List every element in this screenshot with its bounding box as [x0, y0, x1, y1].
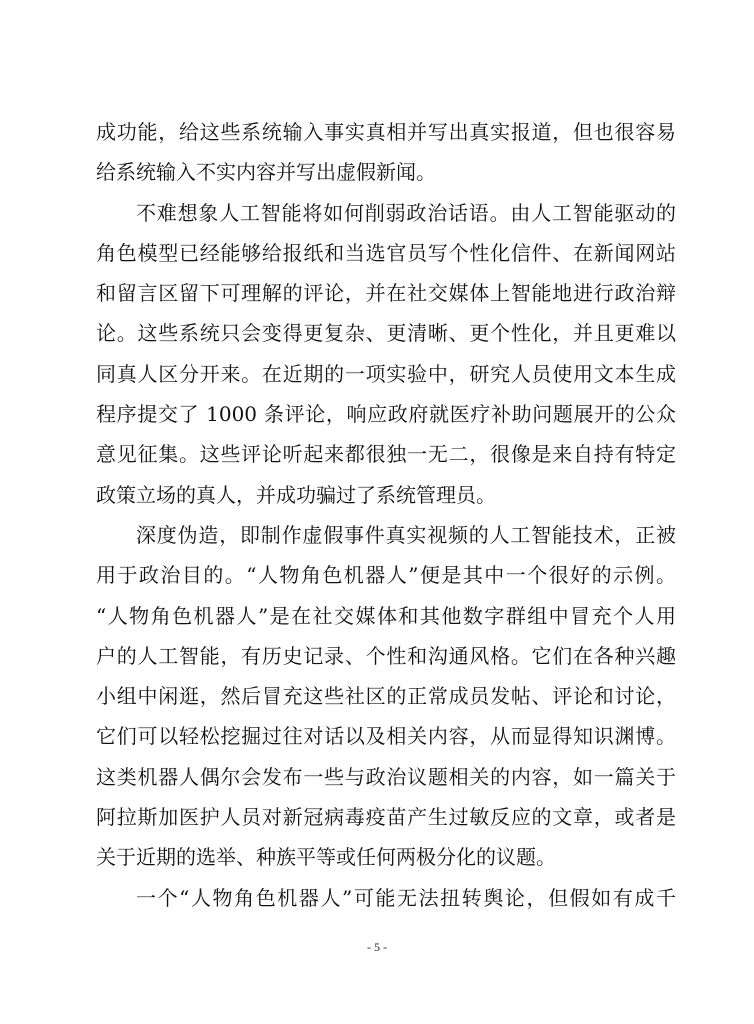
text-line: 不难想象人工智能将如何削弱政治话语。由人工智能驱动的 — [136, 200, 676, 225]
text-line: 阿拉斯加医护人员对新冠病毒疫苗产生过敏反应的文章，或者是 — [96, 805, 676, 830]
text-line: 小组中闲逛，然后冒充这些社区的正常成员发帖、评论和讨论， — [96, 684, 676, 709]
text-line: 深度伪造，即制作虚假事件真实视频的人工智能技术，正被 — [136, 522, 676, 547]
text-line: 角色模型已经能够给报纸和当选官员写个性化信件、在新闻网站 — [96, 240, 676, 265]
text-line: “人物角色机器人”是在社交媒体和其他数字群组中冒充个人用 — [96, 603, 676, 628]
paragraph-4 — [96, 878, 676, 918]
paragraph-3 — [96, 515, 676, 878]
text-line: 这类机器人偶尔会发布一些与政治议题相关的内容，如一篇关于 — [96, 764, 676, 789]
text-line: 户的人工智能，有历史记录、个性和沟通风格。它们在各种兴趣 — [96, 643, 676, 668]
page-number: - 5 - — [367, 940, 387, 954]
text-line: 给系统输入不实内容并写出虚假新闻。 — [96, 160, 436, 185]
paragraph-1 — [96, 112, 676, 193]
text-line: 一个“人物角色机器人”可能无法扭转舆论，但假如有成千 — [136, 885, 676, 910]
text-line: 政策立场的真人，并成功骗过了系统管理员。 — [96, 482, 496, 507]
body-text — [96, 112, 676, 918]
text-line: 它们可以轻松挖掘过往对话以及相关内容，从而显得知识渊博。 — [96, 724, 676, 749]
text-line: 程序提交了 1000 条评论，响应政府就医疗补助问题展开的公众 — [96, 402, 676, 427]
text-line: 用于政治目的。“人物角色机器人”便是其中一个很好的示例。 — [96, 563, 676, 588]
text-line: 关于近期的选举、种族平等或任何两极分化的议题。 — [96, 845, 556, 870]
text-line: 意见征集。这些评论听起来都很独一无二，很像是来自持有特定 — [96, 442, 676, 467]
text-line: 论。这些系统只会变得更复杂、更清晰、更个性化，并且更难以 — [96, 321, 676, 346]
paragraph-2 — [96, 193, 676, 515]
text-line: 和留言区留下可理解的评论，并在社交媒体上智能地进行政治辩 — [96, 281, 676, 306]
text-line: 同真人区分开来。在近期的一项实验中，研究人员使用文本生成 — [96, 361, 676, 386]
text-line: 成功能，给这些系统输入事实真相并写出真实报道，但也很容易 — [96, 120, 676, 144]
